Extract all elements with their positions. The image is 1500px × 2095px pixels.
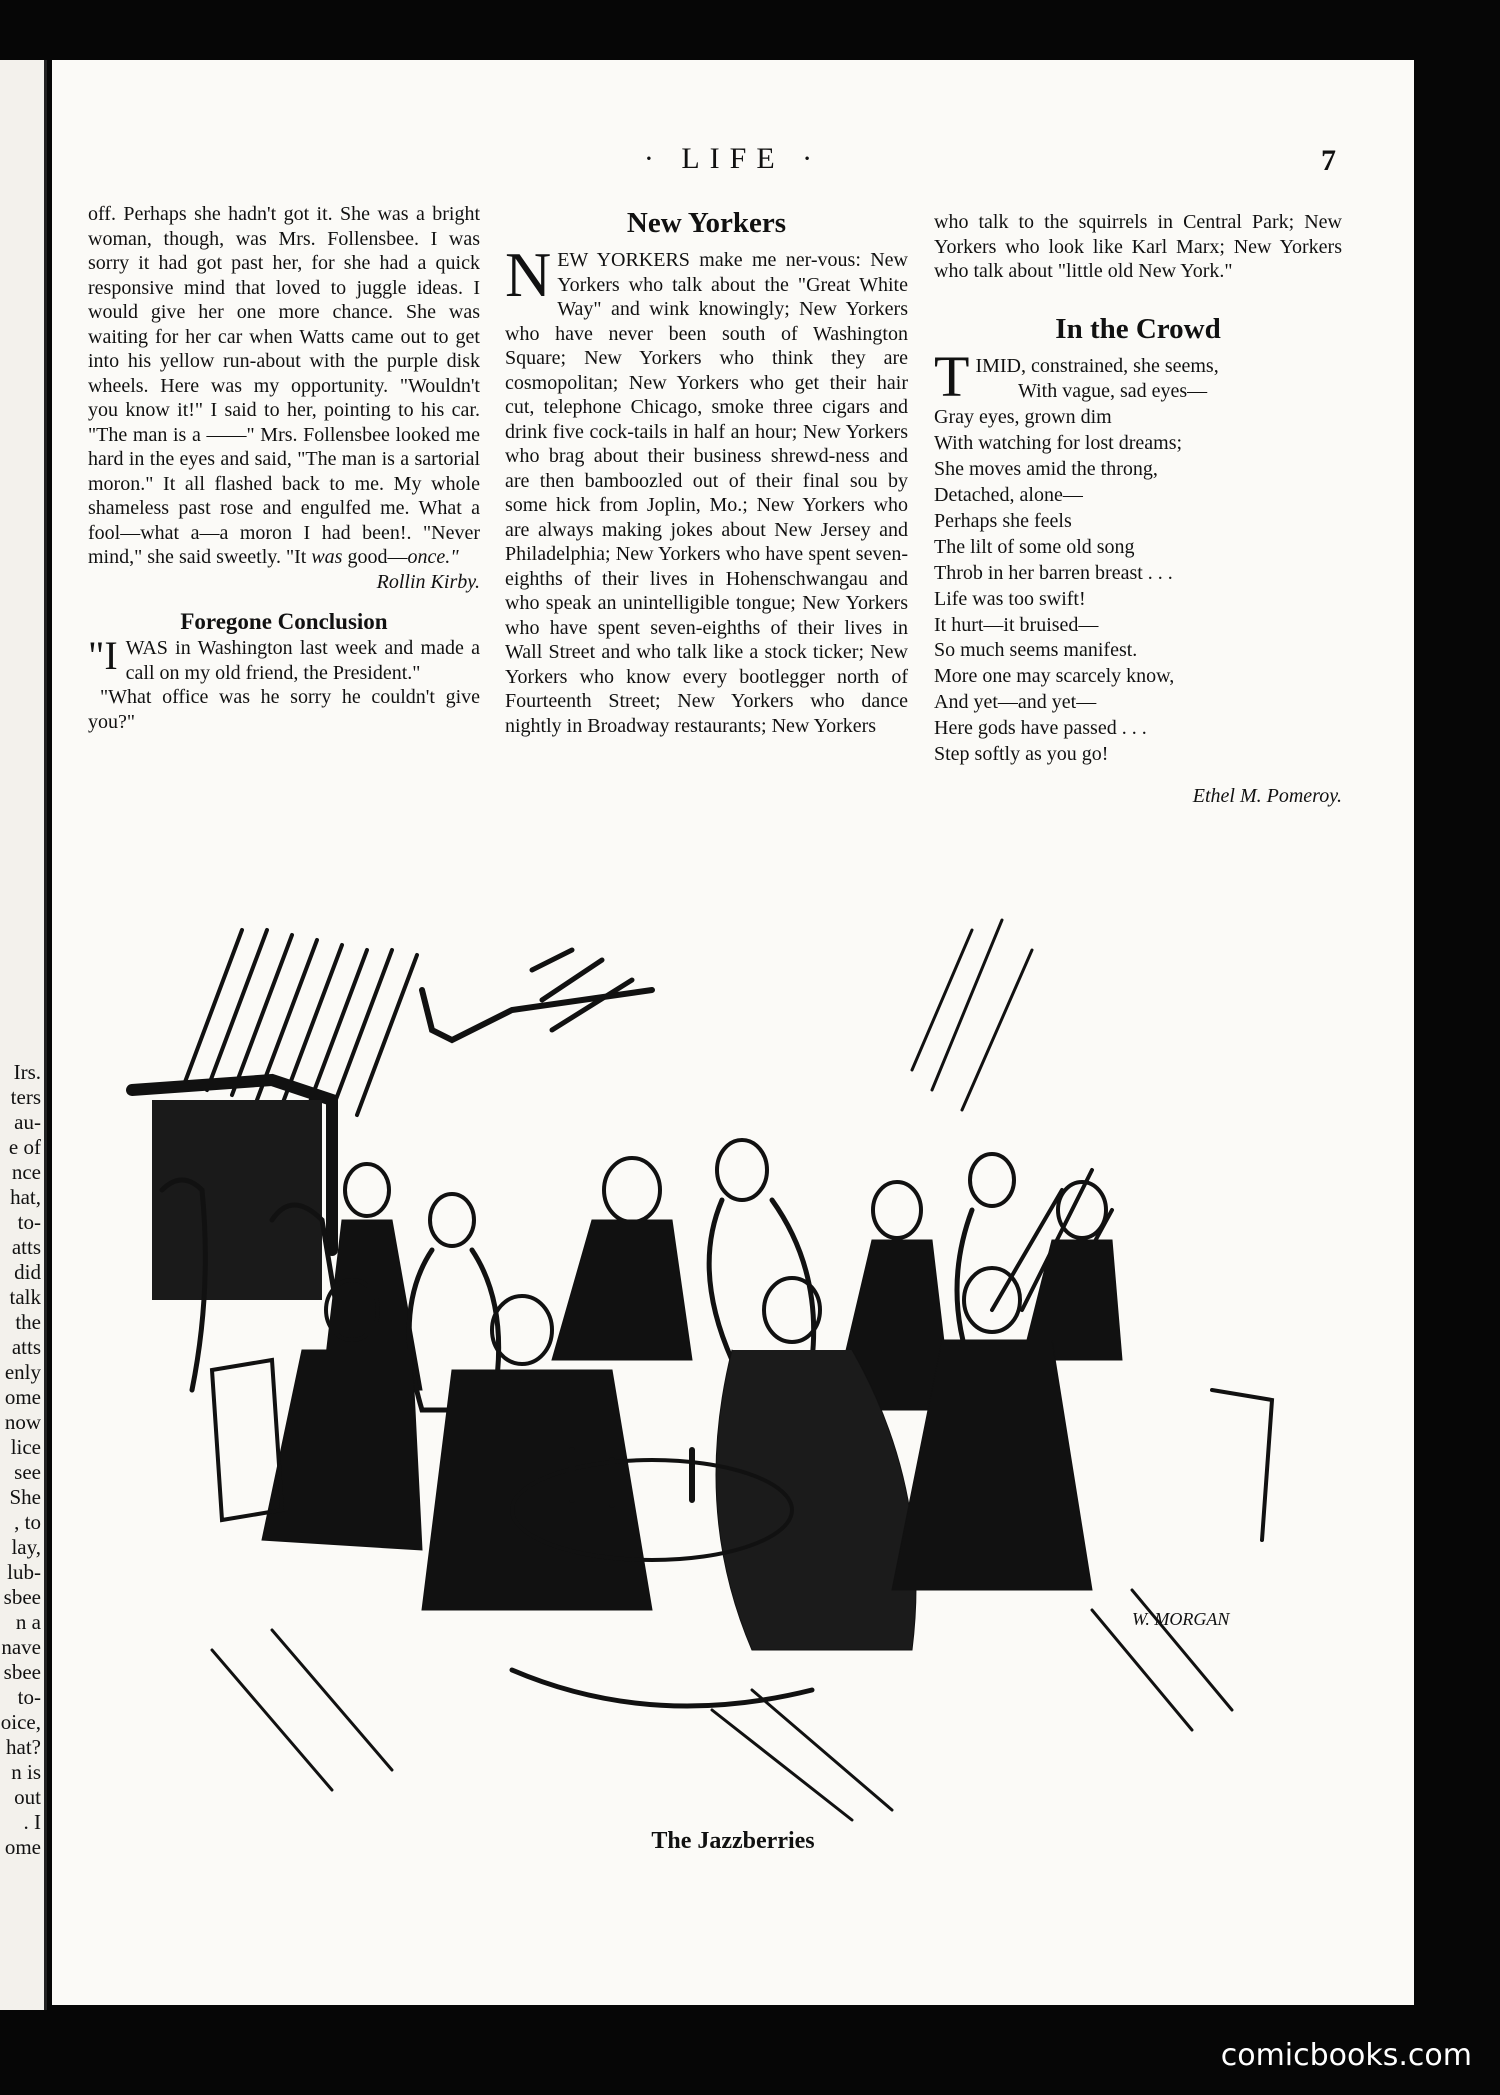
foregone-conclusion-title: Foregone Conclusion: [180, 609, 388, 634]
left-page-edge: [0, 60, 47, 2010]
foregone-conclusion-q2: "What office was he sorry he couldn't give you?": [88, 686, 480, 733]
left-page-fragment: the: [15, 1310, 41, 1334]
page-number: 7: [1321, 144, 1336, 177]
illustration-signature: W. MORGAN: [1132, 1609, 1230, 1629]
poem-line: And yet—and yet—: [934, 691, 1097, 714]
poem-line: So much seems manifest.: [934, 639, 1138, 662]
column-2: [505, 206, 908, 738]
poem-line: She moves amid the throng,: [934, 458, 1158, 481]
column-1: [88, 202, 480, 734]
left-page-fragment: hat,: [10, 1185, 41, 1209]
illustration-caption: The Jazzberries: [651, 1828, 815, 1854]
poem-line: Detached, alone—: [934, 484, 1083, 507]
left-page-fragment: out: [14, 1785, 41, 1809]
dropcap-t: T: [934, 343, 970, 409]
left-page-fragment: sbee: [3, 1660, 41, 1684]
left-page-fragment: atts: [11, 1235, 41, 1259]
left-page-fragment: to-: [17, 1685, 41, 1709]
left-page-fragment: , to: [14, 1510, 41, 1534]
left-page-fragment: ome: [4, 1835, 41, 1859]
rollin-kirby-story-text: off. Perhaps she hadn't got it. She was a bright woman, though, was Mrs. Follensbee. I was sorry it had got past her, for she had a quick responsive mind that loved to juggle ideas. I would give her one more chance. She was waiting for her car when Watts came out to get into his yellow run-about with the purple disk wheels. Here was my opportunity. "Wouldn't you know it!" I said to her, pointing to his car. "The man is a ——" Mrs. Follensbee looked me hard in the eyes and said, "The man is a sartorial moron." It all flashed back to me. My whole shameless past rose and engulfed me. What a fool—what a—a moron I had been!. "Never mind," she said sweetly. "It was good—once.": [88, 203, 480, 568]
in-the-crowd-title: In the Crowd: [1055, 312, 1221, 345]
left-page-fragment: lice: [10, 1435, 41, 1459]
poem-line: More one may scarcely know,: [934, 665, 1175, 688]
left-page-fragment: n is: [11, 1760, 41, 1784]
new-yorkers-body: NEW YORKERS make me ner-vous: New Yorkers who talk about the "Great White Way" and wink knowingly; New Yorkers who have never been south of Washington Square; New Yorkers who think they are cosmopolitan; New Yorkers who get their hair cut, telephone Chicago, smoke three cigars and drink five cock-tails in half an hour; New Yorkers who brag about their business shrewd-ness and are then bamboozled out of their final sou by some hick from Joplin, Mo.; New Yorkers who are always making jokes about New Jersey and Philadelphia; New Yorkers who have spent seven-eighths of their lives in Hohenschwangau and who speak an unintelligible tongue; New Yorkers who have spent seven-eighths of their lives in Wall Street and who talk like a stock ticker; New Yorkers who know every bootlegger north of Fourteenth Street; New Yorkers who dance nightly in Broadway restaurants; New Yorkers: [505, 239, 908, 737]
poem-line: Perhaps she feels: [934, 509, 1072, 532]
magazine-title: · LIFE ·: [643, 142, 823, 175]
left-page-fragment: ome: [4, 1385, 41, 1409]
poem-line: The lilt of some old song: [934, 535, 1135, 558]
left-page-fragment: nce: [11, 1160, 41, 1184]
left-page-fragment: sbee: [3, 1585, 41, 1609]
poem-line: Life was too swift!: [934, 587, 1086, 610]
poem-line: With vague, sad eyes—: [1018, 380, 1208, 403]
left-page-fragment: lub-: [7, 1560, 41, 1584]
poem-line: Gray eyes, grown dim: [934, 406, 1112, 429]
left-page-fragment: enly: [4, 1360, 41, 1384]
poem-line: Step softly as you go!: [934, 743, 1109, 766]
poem-line: With watching for lost dreams;: [934, 432, 1183, 455]
new-yorkers-title: New Yorkers: [626, 207, 787, 239]
left-page-fragment: atts: [11, 1335, 41, 1359]
left-page-fragment: nave: [1, 1635, 41, 1659]
new-yorkers-continuation: who talk to the squirrels in Central Park; New Yorkers who look like Karl Marx; New Yorkers who talk about "little old New York.": [934, 211, 1342, 282]
in-the-crowd-poem: [934, 343, 1342, 769]
left-page-fragment: n a: [15, 1610, 41, 1634]
left-page-fragment: ters: [10, 1085, 41, 1109]
jazzberries-illustration: [92, 890, 1382, 1900]
left-page-fragment: e of: [8, 1135, 41, 1159]
watermark: comicbooks.com: [1220, 2038, 1472, 2073]
byline-ethel-pomeroy: Ethel M. Pomeroy.: [1192, 785, 1342, 807]
left-page-fragment: au-: [14, 1110, 41, 1134]
foregone-conclusion-q1: "IWAS in Washington last week and made a call on my old friend, the President.": [88, 633, 480, 684]
left-page-fragment: talk: [9, 1285, 41, 1309]
left-page-fragment: She: [9, 1485, 41, 1509]
dropcap-n: N: [505, 239, 552, 310]
left-page-fragment: see: [14, 1460, 41, 1484]
left-page-fragment: did: [14, 1260, 41, 1284]
left-page-fragment: oice,: [0, 1710, 41, 1734]
column-3: [934, 210, 1342, 809]
byline-rollin-kirby: Rollin Kirby.: [376, 570, 480, 593]
poem-line: Here gods have passed . . .: [934, 717, 1147, 740]
magazine-page: [52, 60, 1414, 2005]
left-page-fragment: hat?: [6, 1735, 41, 1759]
poem-line: Throb in her barren breast . . .: [934, 561, 1173, 584]
left-page-fragment: . I: [23, 1810, 41, 1834]
poem-line: IMID, constrained, she seems,: [975, 354, 1219, 377]
left-page-fragment: lay,: [11, 1535, 41, 1559]
poem-line: It hurt—it bruised—: [934, 613, 1099, 636]
left-page-fragment: now: [4, 1410, 41, 1434]
left-page-fragment: to-: [17, 1210, 41, 1234]
left-page-fragment: Irs.: [13, 1060, 41, 1084]
